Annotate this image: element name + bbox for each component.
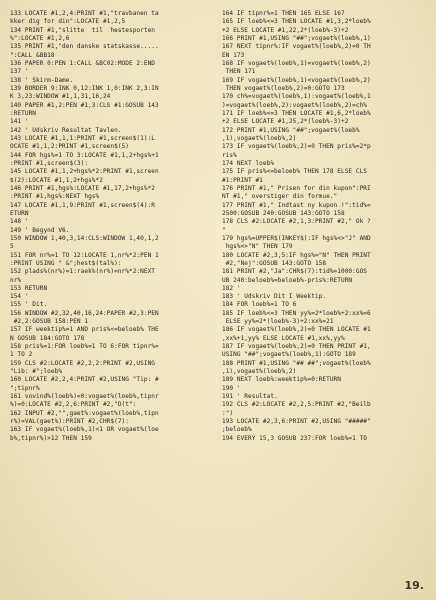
code-line: 161 vovind%(loeb%)=0:vogaet%(loeb%,tipnr bbox=[10, 393, 159, 401]
code-line: " bbox=[222, 226, 226, 234]
code-line: 144 FOR hgs%=1 TO 3:LOCATE #1,1,2+hgs%+1 bbox=[10, 151, 159, 159]
code-line: 189 NEXT loeb%:weektip%=0:RETURN bbox=[222, 376, 341, 384]
code-line: b%,tipnr%)>12 THEN 159 bbox=[10, 434, 92, 442]
code-line: 2500:GOSUB 240:GOSUB 143:GOTO 158 bbox=[222, 209, 345, 217]
code-line: 190 ' bbox=[222, 384, 241, 392]
code-column-right bbox=[222, 10, 428, 443]
code-line: "Lib: #";loeb% bbox=[10, 368, 63, 376]
code-line: 192 CLS #2:LOCATE #2,2,5:PRINT #2,"Beilb bbox=[222, 401, 371, 409]
code-line: :PRINT #1,screen$(3): bbox=[10, 159, 89, 167]
code-line: 193 LOCATE #2,3,6:PRINT #2,USING "#####" bbox=[222, 418, 371, 426]
code-line: 160 LOCATE #2,2,4:PRINT #2,USING "Tip: # bbox=[10, 376, 159, 384]
code-line: ELSE yy%=2*(loeb%-3)+2:xx%=21 bbox=[222, 318, 334, 326]
code-line: ,xx%+1,yy% ELSE LOCATE #1,xx%,yy% bbox=[222, 334, 345, 342]
code-line: +2 ELSE LOCATE #1,22,2*(loeb%-3)+2 bbox=[222, 26, 349, 34]
code-line: 179 hgs%=UPPER$(INKEY$):IF hgs%<>"J" AND bbox=[222, 234, 371, 242]
code-line: N GOSUB 184:GOTO 178 bbox=[10, 334, 85, 342]
code-line: THEN vogaet%(loeb%,2)=0:GOTO 173 bbox=[222, 84, 345, 92]
code-line: 181 PRINT #2,"Ja":CHR$(7):tid%=1000:GOS bbox=[222, 268, 368, 276]
code-line: 165 IF loeb%<=3 THEN LOCATE #1,3,2*loeb% bbox=[222, 18, 371, 26]
code-line: 134 PRINT #1,"slitte til hestesporten bbox=[10, 26, 156, 34]
code-line: 136 PAPER 0:PEN 1:CALL &BC02:MODE 2:END bbox=[10, 59, 156, 67]
code-line: ,1),vogaet%(loeb%,2) bbox=[222, 368, 297, 376]
code-line: +2 ELSE LOCATE #1,25,2*(loeb%-3)+2 bbox=[222, 118, 349, 126]
code-line: ETURN bbox=[10, 209, 29, 217]
code-line: 155 ' Dit. bbox=[10, 301, 48, 309]
code-line: 154 ' bbox=[10, 293, 29, 301]
code-line: #1:PRINT #1 bbox=[222, 176, 263, 184]
code-line: 169 IF vogaet%(loeb%,1)<vogaet%(loeb%,2) bbox=[222, 76, 371, 84]
code-line: 135 PRINT #1,"den danske statskasse..... bbox=[10, 43, 159, 51]
code-line: :RETURN bbox=[10, 109, 37, 117]
code-line: 138 ' Skirm-Dame. bbox=[10, 76, 74, 84]
code-line: 184 FOR loeb%=1 TO 6 bbox=[222, 301, 297, 309]
code-line: ":CALL &BB18 bbox=[10, 51, 55, 59]
code-line: 178 CLS #2:LOCATE #2,1,3:PRINT #2," Ok ? bbox=[222, 218, 371, 226]
code-line: ,1),vogaet%(loeb%,2) bbox=[222, 134, 297, 142]
code-line: 183 ' Udskriv Dit I Weektip. bbox=[222, 293, 327, 301]
code-line: 1 TO 2 bbox=[10, 351, 33, 359]
code-line: 166 PRINT #1,USING "##";vogaet%(loeb%,1) bbox=[222, 34, 371, 42]
code-line: %)=0:LOCATE #2,2,6:PRINT #2,"D(t": bbox=[10, 401, 137, 409]
code-line: #2,"Nej":GOSUB 143:GOTO 158 bbox=[222, 259, 327, 267]
code-line: 157 IF weektip%=1 AND pris%<=beloeb% THE bbox=[10, 326, 159, 334]
code-line: 162 INPUT #2,"",gaet%:vogaet%(loeb%,tipn bbox=[10, 409, 159, 417]
code-line: 142 ' Udskriv Resultat Tavlen. bbox=[10, 126, 122, 134]
code-line: NT #1," overstiger din formue." bbox=[222, 193, 338, 201]
code-line: )=vogaet%(loeb%,2):vogaet%(loeb%,2)=ch% bbox=[222, 101, 368, 109]
code-line: 147 LOCATE #1,1,9:PRINT #1,screen$(4):R bbox=[10, 201, 156, 209]
code-line: 174 NEXT loeb% bbox=[222, 159, 275, 167]
code-line: ";tipnr% bbox=[10, 384, 40, 392]
code-line: 148 ' bbox=[10, 218, 29, 226]
code-line: 173 IF vogaet%(loeb%,2)=0 THEN pris%=2*p bbox=[222, 143, 371, 151]
code-line: 152 plads%(nr%)=1:raek%(nr%)=nr%*2:NEXT bbox=[10, 268, 156, 276]
code-line: UB 240:beloeb%=beloeb%-pris%:RETURN bbox=[222, 276, 353, 284]
code-line: hgs%<>"N" THEN 179 bbox=[222, 243, 293, 251]
code-line: 145 LOCATE #1,1,2+hgs%*2:PRINT #1,screen bbox=[10, 168, 159, 176]
code-line: THEN 171 bbox=[222, 68, 256, 76]
code-line: 150 WINDOW 1,40,3,14:CLS:WINDOW 1,40,1,2 bbox=[10, 234, 159, 242]
code-line: OCATE #1,1,2:PRINT #1,screen$(5) bbox=[10, 143, 129, 151]
code-line: 164 IF tipnr%=1 THEN 165 ELSE 167 bbox=[222, 10, 345, 17]
code-line: %":LOCATE #1,2,6 bbox=[10, 34, 70, 42]
code-line: ris% bbox=[222, 151, 237, 159]
code-line: 168 IF vogaet%(loeb%,1)=vogaet%(loeb%,2) bbox=[222, 59, 371, 67]
code-line: 139 BORDER 9:INK 0,12:INK 1,0:INK 2,3:IN bbox=[10, 84, 159, 92]
code-line: 5 bbox=[10, 243, 14, 251]
code-line: 163 IF vogaet%(loeb%,1)<1 OR vogaet%(loe bbox=[10, 426, 159, 434]
code-line: 170 ch%=vogaet%(loeb%,1):vogaet%(loeb%,1 bbox=[222, 93, 371, 101]
code-line: 172 PRINT #1,USING "##";vogaet%(loeb% bbox=[222, 126, 360, 134]
code-line: ;beloeb% bbox=[222, 426, 252, 434]
code-line: :") bbox=[222, 409, 234, 417]
code-line: 182 ' bbox=[222, 284, 241, 292]
code-line: 156 WINDOW #2,32,40,16,24:PAPER #2,3:PEN bbox=[10, 309, 159, 317]
code-line: USING "##";vogaet%(loeb%,1):GOTO 189 bbox=[222, 351, 356, 359]
code-line: 159 CLS #2:LOCATE #2,2,2:PRINT #2,USING bbox=[10, 359, 156, 367]
code-line: 153 RETURN bbox=[10, 284, 48, 292]
code-line: 180 LOCATE #2,3,5:IF hgs%="N" THEN PRINT bbox=[222, 251, 371, 259]
code-line: 137 ' bbox=[10, 68, 29, 76]
code-line: 187 IF vogaet%(loeb%,2)=0 THEN PRINT #1, bbox=[222, 343, 371, 351]
code-line: 186 IF vogaet%(loeb%,2)=0 THEN LOCATE #1 bbox=[222, 326, 371, 334]
code-line: 167 NEXT tipnr%:IF vogaet%(loeb%,2)=0 TH bbox=[222, 43, 371, 51]
code-line: K 3,23:WINDOW #1,1,31,16,24 bbox=[10, 93, 111, 101]
page-number: 19. bbox=[404, 579, 424, 592]
code-line: 177 PRINT #1," Indtast ny kupon !":tid%= bbox=[222, 201, 371, 209]
code-line: 188 PRINT #1,USING "## ##";vogaet%(loeb% bbox=[222, 359, 371, 367]
code-line: 149 ' Begynd V6. bbox=[10, 226, 70, 234]
code-line: $(2):LOCATE #1,1,2+hgs%*2 bbox=[10, 176, 103, 184]
code-line: 191 ' Resultat. bbox=[222, 393, 278, 401]
code-line: 185 IF loeb%<=3 THEN yy%=2*loeb%+2:xx%=6 bbox=[222, 309, 371, 317]
code-line: kker dig for din":LOCATE #1,2,5 bbox=[10, 18, 126, 26]
code-line: r%)=VAL(gaet%):PRINT #2,CHR$(7): bbox=[10, 418, 129, 426]
code-line: 143 LOCATE #1,1,1:PRINT #1,screen$(1):L bbox=[10, 134, 156, 142]
code-line: #2,2:GOSUB 158:PEN 1 bbox=[10, 318, 89, 326]
code-line: 133 LOCATE #1,2,4:PRINT #1,"travbanen ta bbox=[10, 10, 159, 17]
code-line: :PRINT #1,hgs%:NEXT hgs% bbox=[10, 193, 100, 201]
code-line: 140 PAPER #1,2:PEN #1,3:CLS #1:GOSUB 143 bbox=[10, 101, 159, 109]
code-line: 158 pris%=1:FOR loeb%=1 TO 6:FOR tipnr%= bbox=[10, 343, 159, 351]
code-line: 194 EVERY 15,3 GOSUB 237:FOR loeb%=1 TO bbox=[222, 434, 368, 442]
code-line: 141 ' bbox=[10, 118, 29, 126]
code-line: EN 173 bbox=[222, 51, 245, 59]
code-column-left bbox=[10, 10, 216, 443]
code-line: 176 PRINT #1," Prisen for din kupon":PRI bbox=[222, 184, 371, 192]
code-line: 151 FOR nr%=1 TO 12:LOCATE 1,nr%*2:PEN 1 bbox=[10, 251, 159, 259]
code-line: :PRINT USING " &";hest$(tal%): bbox=[10, 259, 122, 267]
code-line: 171 IF loeb%<=3 THEN LOCATE #1,6,2*loeb% bbox=[222, 109, 371, 117]
code-line: 175 IF pris%<=beloeb% THEN 178 ELSE CLS bbox=[222, 168, 368, 176]
code-line: nr% bbox=[10, 276, 22, 284]
code-line: 146 PRINT #1,hgs%:LOCATE #1,17,2+hgs%*2 bbox=[10, 184, 156, 192]
